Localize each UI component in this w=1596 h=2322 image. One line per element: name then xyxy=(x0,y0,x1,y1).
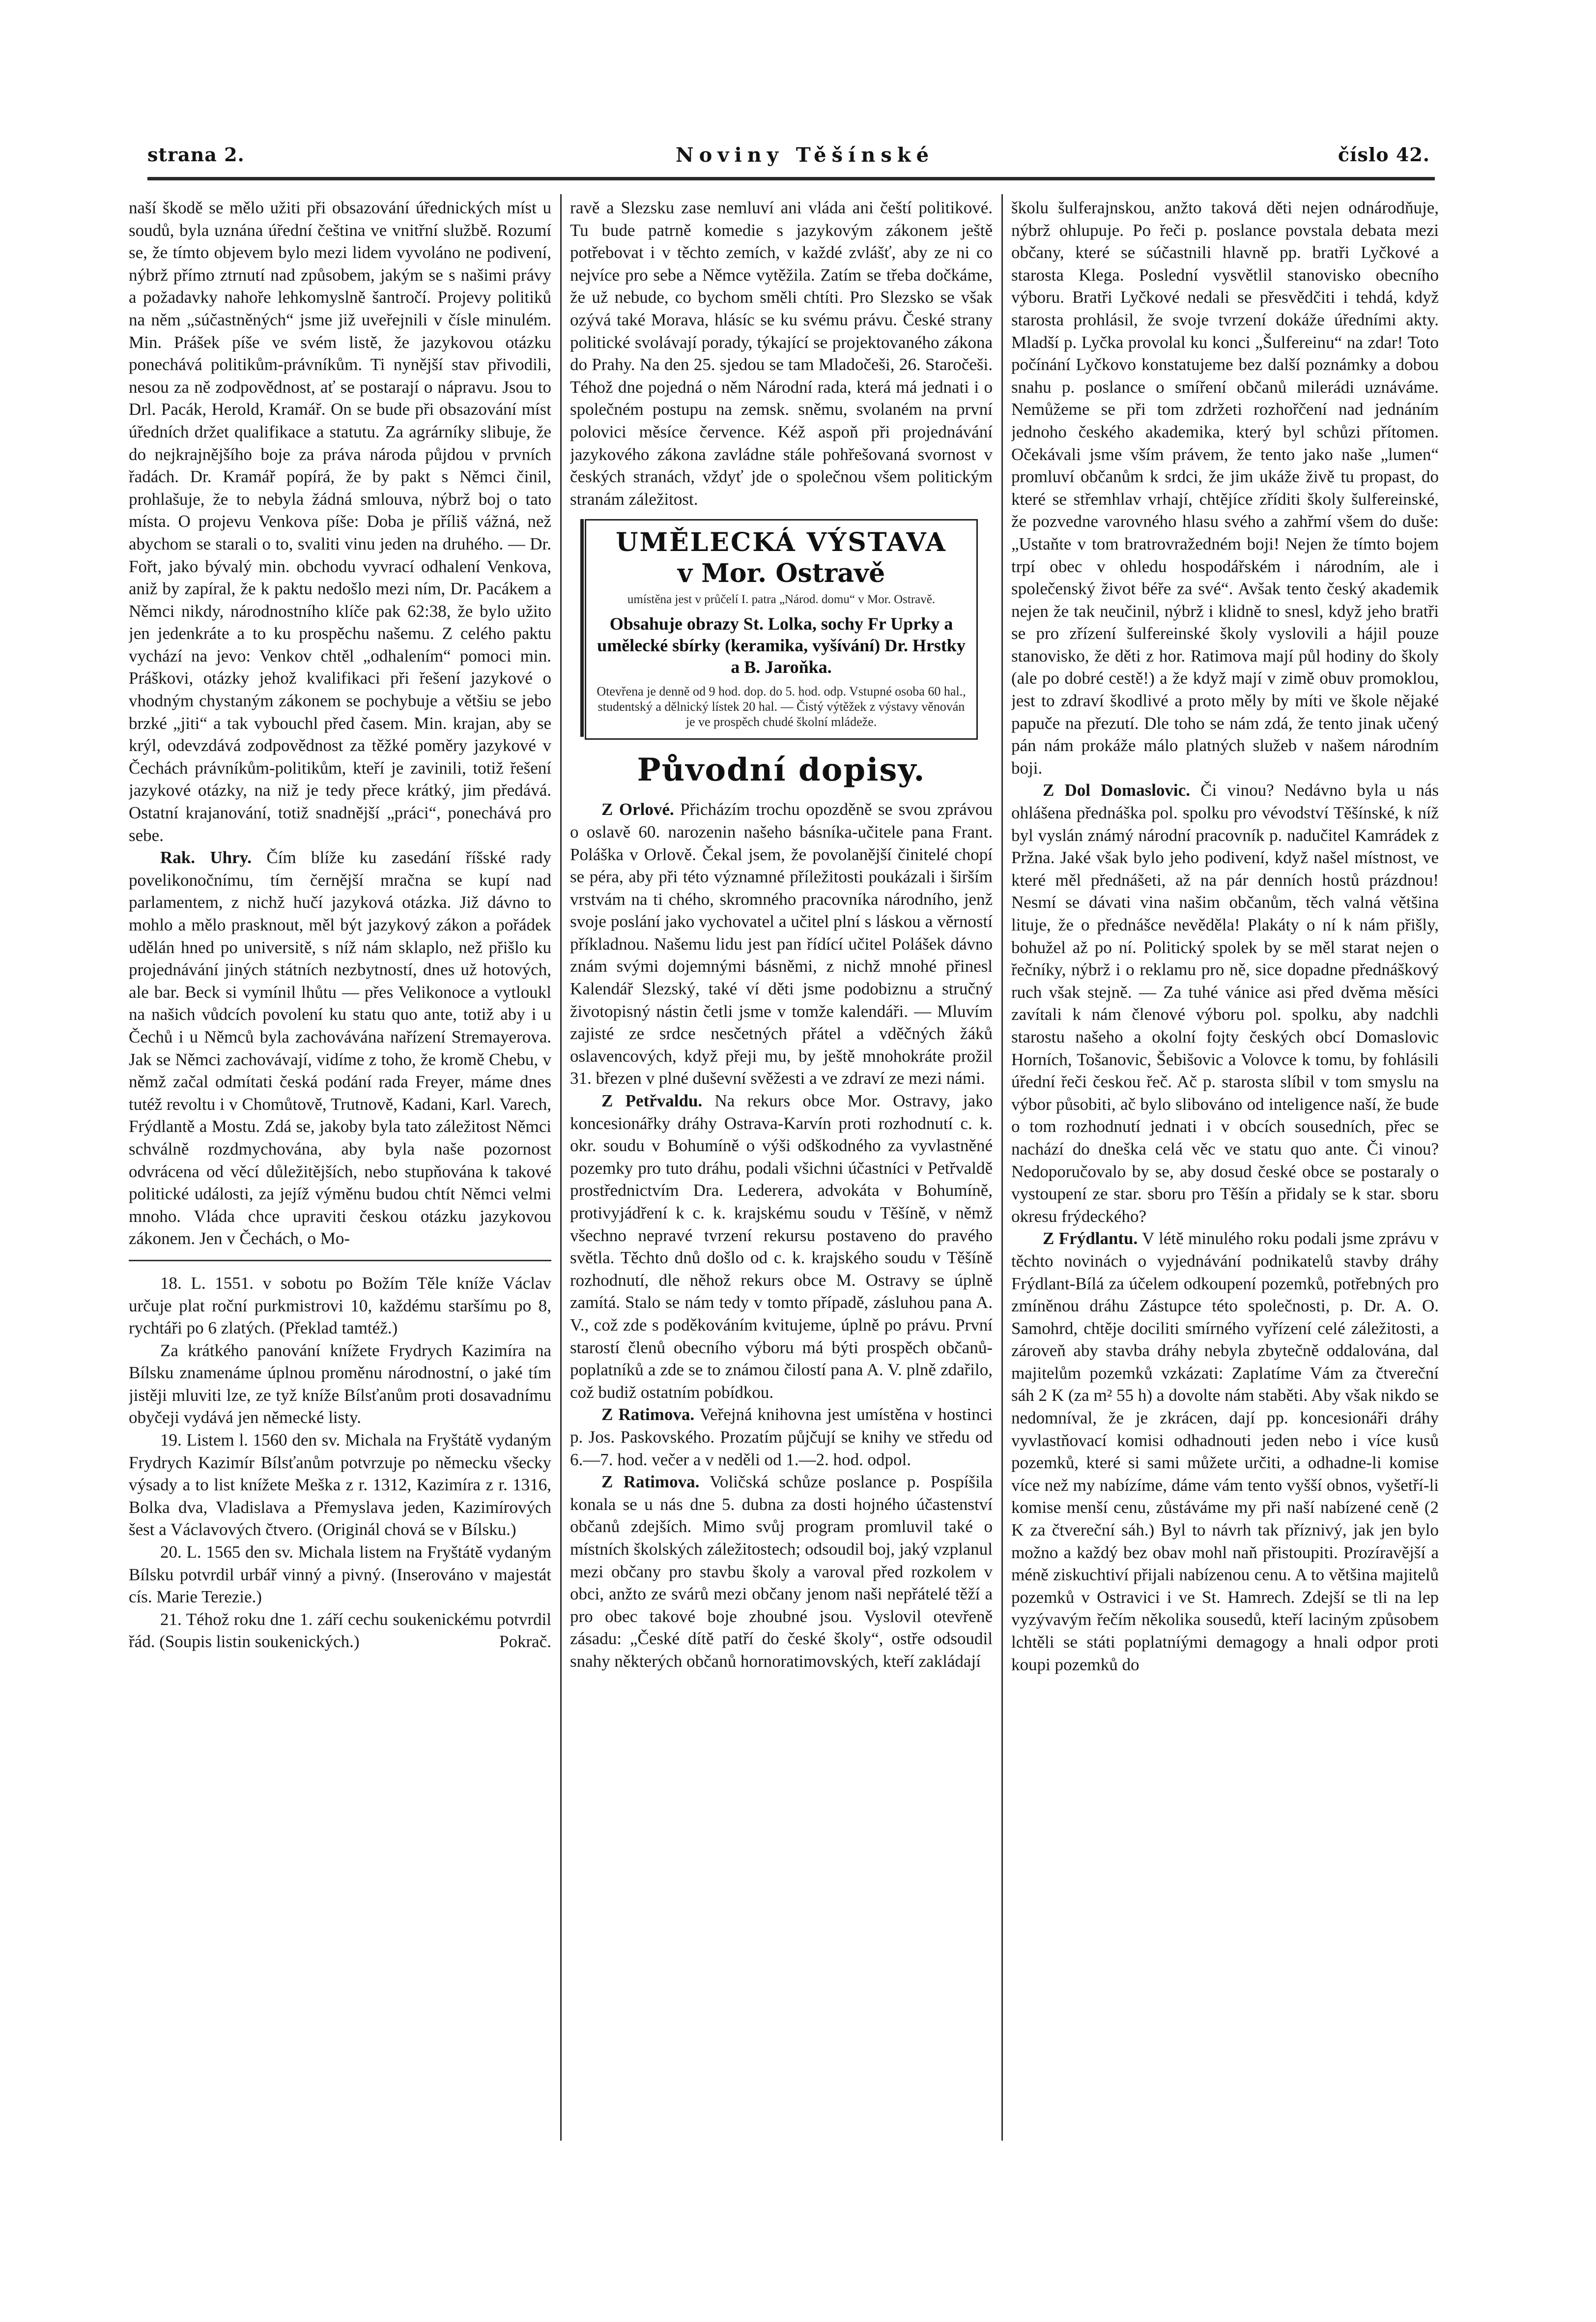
article-paragraph: naší škodě se mělo užiti při obsazování úřednických míst u soudů, byla uznána úřední čeština ve vnitřní službě. Rozumí se, že tímto objevem bylo mezi lidem vyvoláno ne podivení, nýbrž přímo ztrnutí nad způsobem, jakým se s našimi právy a požadavky nahoře lehkomyslně šantročí. Projevy politiků na něm „súčastněných“ jsme již uveřejnili v čísle minulém. Min. Prášek píše ve svém listě, že jazykovou otázku ponechává politikům-právníkům. Ti nynější stav přivodili, nesou za ně zodpovědnost, ať se postarají o nápravu. Jsou to Drl. Pacák, Herold, Kramář. On se bude při obsazování míst úředních držet qualifikace a statutu. Za agrárníky slibuje, že do nejkrajnějšího boje za práva národa půjdou v prvních řadách. Dr. Kramář popírá, že by pakt s Němci činil, prohlašuje, že to nebyla žádná smlouva, nýbrž boj o tato místa. O projevu Venkova píše: Doba je příliš vážná, než abychom se starali o to, svaliti vinu jeden na druhého. — Dr. Fořt, jako bývalý min. obchodu vyvrací odhalení Venkova, aniž by zapíral, že k paktu nedošlo mezi ním, Dr. Pacákem a Němci nikdy, národnostního klíče pak 62:38, že bylo užito jen jedenkráte a to ku prospěchu našemu. Z celého paktu vychází na jevo: Venkov chtěl „odhalením“ pomoci min. Práškovi, otázky jehož kvalifikaci při řešení jazykové o vhodným chystaným zákonem se pochybuje a většiu se jebo brzké „jiti“ a tak vybouchl před časem. Min. krajan, aby se krýl, odevzdává zodpovědnost za těžké poměry jazykové v Čechách právníkům-politikům, kteří je zavinili, totiž řešení jazykové otázky, na niž je tedy přece krátký, jim předává. Ostatní krajanování, totiž snadnější „práci“, ponechává pro sebe. xyxy=(129,198,551,845)
page-header xyxy=(147,144,1430,173)
letter-place: Z Orlové. xyxy=(601,800,674,819)
section-lead: Rak. Uhry. xyxy=(160,848,252,868)
header-rule xyxy=(147,177,1435,180)
advert-subtitle: v Mor. Ostravě xyxy=(677,558,885,589)
letter-paragraph xyxy=(1011,1227,1439,1676)
issue-number: číslo 42. xyxy=(1338,144,1430,166)
letter-text: Na rekurs obce Mor. Ostravy, jako koncesionářky dráhy Ostrava-Karvín proti rozhodnutí c. k. okr. soudu v Bohumíně o výši odškodného za vyvlastněné pozemky pro tuto dráhu, podali všichni účastníci v Petřvaldě prostřednictvím Dra. Lederera, advokáta v Bohumíně, protivyjádření k c. k. krajskému soudu v Těšíně, v němž všechno nepravé tvrzení rekursu postaveno do pravého světla. Těchto dnů došlo od c. k. krajského soudu v Těšíně rozhodnutí, dle něhož rekurs obce M. Ostravy se úplně zamítá. Stalo se nám tedy v tomto případě, zásluhou pana A. V., což zde s poděkováním kvitujeme, úplně po právu. První starostí členů obecního výboru má býti prospěch občanů-poplatníků a zde se to známou čilostí pana A. V. plně zdařilo, což budiž ostatním pobídkou. xyxy=(570,1091,993,1402)
list-item: 18. L. 1551. v sobotu po Božím Těle kníže Václav určuje plat roční purkmistrovi 10, každému staršímu po 8, rychtáři po 6 zlatých. (Překlad tamtéž.) xyxy=(129,1273,551,1338)
letter-text: Veřejná knihovna jest umístěna v hostinci p. Jos. Paskovského. Prozatím půjčují se knihy ve středu od 6.—7. hod. večer a v neděli od 1.—2. hod. odpol. xyxy=(570,1405,993,1469)
list-item xyxy=(129,1608,551,1653)
advert-body: Obsahuje obrazy St. Lolka, sochy Fr Uprky a umělecké sbírky (keramika, vyšívání) Dr. Hrstky a B. Jaroňka. xyxy=(597,614,966,677)
article-paragraph xyxy=(129,846,551,1250)
advert-title: UMĚLECKÁ VÝSTAVA xyxy=(616,527,947,558)
section-rule xyxy=(129,1260,551,1261)
advert-note: Otevřena je denně od 9 hod. dop. do 5. hod. odp. Vstupné osoba 60 hal., studentský a dělnický lístek 20 hal. — Čistý výtěžek z výstavy věnován je ve prospěch chudé školní mládeže. xyxy=(597,684,966,729)
column-2 xyxy=(570,197,993,2138)
column-1 xyxy=(129,197,551,2138)
letter-place: Z Ratimova. xyxy=(601,1472,700,1492)
letter-paragraph: školu šulferajnskou, anžto taková děti nejen odnárodňuje, nýbrž ohlupuje. Po řeči p. poslance povstala debata mezi občany, které se súčastnili hlavně pp. bratři Lyčkové a starosta Klega. Poslední vysvětlil stanovisko obecního výboru. Bratři Lyčkové nedali se přesvědčiti i tehdá, když starosta prohlásil, že svoje tvrzení dokáže úředními akty. Mladší p. Lyčka provolal ku konci „Šulfereinu“ na zdar! Toto počínání Lyčkovo konstatujeme bez další poznámky a dobou snahu p. poslance o smíření občanů milerádi uznáváme. Nemůžeme se při tom zdržeti rozhořčení nad jednáním jednoho českého akademika, který byl schůzi přítomen. Očekávali jsme vším právem, že tento jako naše „lumen“ promluví občanům k srdci, že jim ukáže živě tu propast, do které se střemhlav vrhají, chtějíce zříditi školy šulfereinské, že pozvedne varovného hlasu svého a zahřmí všem do duše: „Ustaňte v tom bratrovražedném boji! Nejen že tímto bojem trpí obec v ohledu hospodářském i národním, ale i společenský život béře za své“. Avšak tento český akademik nejen že tak neučinil, nýbrž i klidně to snesl, když jeho bratři se pro zřízení šulfereinské školy vyslovili a hájil pouze stanovisko, že děti z hor. Ratimova mají půl hodiny do školy (ale po dobré cestě!) a že když mají v zimě obuv promoklou, jest to zdraví škodlivé a proto měly by míti ve škole nějaké papuče na přezutí. Dle toho se nám zdá, že tento jinak učený pán nám prokáže málo platných služeb v našem národním boji. xyxy=(1011,198,1439,778)
letter-text: Přicházím trochu opozděně se svou zprávou o oslavě 60. narozenin našeho básníka-učitele pana Frant. Poláška v Orlově. Čekal jsem, že povolanější činitelé chopí se péra, aby při této významné příležitosti poukázali i širším vrstvám na ti chého, skromného pracovníka národního, jenž svoje poslání jako vychovatel a učitel plní s láskou a věrností příkladnou. Našemu lidu jest pan řídící učitel Polášek dávno znám svými dojemnými básněmi, z nichž mnohé přinesl Kalendář Slezský, také ví děti jsme podobiznu a stručný životopisný nástin četli jsme v tomže kalendáři. — Mluvím zajisté ze srdce nesčetných přátel a vděčných žáků oslavencových, když přeji mu, by ještě mnohokráte prožil 31. březen v plné duševní svěžesti a ve zdraví ze mezi námi. xyxy=(570,800,993,1088)
letter-place: Z Ratimova. xyxy=(601,1405,695,1424)
list-item: 19. Listem l. 1560 den sv. Michala na Fryštátě vydaným Frydrych Kazimír Bílsťanům potvrzuje po německu všecky výsady a to list knížete Meška z r. 1312, Kazimíra z r. 1316, Bolka dva, Vladislava a Přemyslava jeden, Kazimírových šest a Václavových čtvero. (Originál chová se v Bílsku.) xyxy=(129,1430,551,1539)
exhibition-advert xyxy=(585,519,978,740)
column-3 xyxy=(1011,197,1439,2138)
letter-text: Voličská schůze poslance p. Pospíšila konala se u nás dne 5. dubna za dosti hojného účastenství občanů zdejších. Mimo svůj program promluvil také o místních školských záležitostech; odsoudil boj, jaký vzplanul mezi občany pro stavbu školy a varoval před rozkolem v obci, anžto ze svárů mezi občany jenom naši nepřátelé těží a pro obec takové boje zhoubné jsou. Vyslovil otevřeně zásadu: „České dítě patří do české školy“, ostře odsoudil snahy některých občanů hornoratimovských, kteří zakládají xyxy=(570,1472,993,1671)
advert-location: umístěna jest v průčelí I. patra „Národ. domu“ v Mor. Ostravě. xyxy=(627,593,936,607)
list-item: Za krátkého panování knížete Frydrych Kazimíra na Bílsku znamenáme úplnou proměnu národnostní, o jaké tím jistěji mluviti lze, ze tyž kníže Bílsťanům proti dosavadnímu obyčeji vydává jen německé listy. xyxy=(129,1340,551,1427)
list-item: 20. L. 1565 den sv. Michala listem na Fryštátě vydaným Bílsku potvrdil urbář vinný a pivný. (Inserováno v majestát cís. Marie Terezie.) xyxy=(129,1542,551,1607)
list-item-text: 21. Téhož roku dne 1. září cechu soukenickému potvrdil řád. (Soupis listin soukenických.) xyxy=(129,1609,551,1652)
section-heading: Původní dopisy. xyxy=(637,752,926,789)
newspaper-title: Noviny Těšínské xyxy=(676,144,935,167)
page-number: strana 2. xyxy=(147,144,245,166)
article-paragraph: ravě a Slezsku zase nemluví ani vláda ani čeští politikové. Tu bude patrně komedie s jazykovým zákonem ještě potřebovat i v těchto zemích, v každé zvlášť, aby ze ni co nejvíce pro sebe a Němce vytěžila. Zatím se třeba dočkáme, že už nebude, co bychom směli chtíti. Pro Slezsko se však ozývá také Morava, hlásíc se ku svému právu. České strany politické svolávají porady, týkající se projektovaného zákona do Prahy. Na den 25. sjedou se tam Mladočeši, 26. Staročeši. Téhož dne pojedná o něm Národní rada, která má jednati i o společném postupu na zemsk. sněmu, svolaném na první polovici měsíce července. Kéž aspoň při projednávání jazykového zákona zavládne stále pohřešovaná svornost v českých stranách, vždyť jde o společnou všem politickým stranám záležitost. xyxy=(570,198,993,509)
letter-text: Či vinou? Nedávno byla u nás ohlášena přednáška pol. spolku pro vévodství Těšínské, k níž byl vyslán známý národní pracovník p. nadučitel Kamrádek z Pržna. Jaké však bylo jeho podivení, když našel místnost, ve které měl přednášeti, až na pár denních hostů prázdnou! Nesmí se dávati vina našim občanům, těch valná většina lituje, že o přednášce nevěděla! Plakáty o ní k nám přišly, bohužel až po ní. Politický spolek by se měl starat nejen o řečníky, nýbrž i o reklamu pro ně, sice dopadne přednáškový ruch však stejně. — Za tuhé vánice asi před dvěma měsíci zavítali k nám členové výboru pol. spolku, aby nadchli starostu našeho a okolní fojty českých obcí Domaslovic Horních, Tošanovic, Šebišovic a Volovce k tomu, by fohlásili úřední řeči českou řeč. Ač p. starosta slíbil v tom smyslu na výbor působiti, ač bylo slibováno od inteligence naší, že bude o tom rozhodnutí jednati i v obcích sousedních, přec se nachází do dneška celá věc ve statu quo ante. Či vinou? Nedoporučovalo by se, aby dosud české obce se postaraly o vystoupení ze star. sboru pro Těšín a přidaly se k star. sboru okresu frýdeckého? xyxy=(1011,781,1439,1226)
letter-paragraph xyxy=(570,1403,993,1471)
letter-paragraph xyxy=(1011,779,1439,1227)
letter-place: Z Frýdlantu. xyxy=(1043,1229,1138,1248)
column-divider xyxy=(1001,194,1003,2141)
letter-place: Z Petřvaldu. xyxy=(601,1091,703,1111)
continuation-note: Pokrač. xyxy=(499,1632,551,1652)
column-divider xyxy=(560,194,562,2141)
letter-place: Z Dol Domaslovic. xyxy=(1043,781,1190,800)
letter-paragraph xyxy=(570,1471,993,1672)
paragraph-text: Čím blíže ku zasedání říšské rady povelikonočnímu, tím černější mračna se kupí nad parlamentem, z nichž hučí jazyková otázka. Již dávno to mohlo a mělo prasknout, měl být jazykový zákon a pořádek udělán hned po universitě, s níž nám sklaplo, než přišlo ku projednávání jiných státních nezbytností, dnes už hotových, ale bar. Beck si vymínil lhůtu — přes Velikonoce a vytloukl na našich vůdcích povolení ku statu quo ante, totiž aby i u Čechů i u Němců byla zachovávána nařízení Stremayerova. Jak se Němci zachovávají, vidíme z toho, že kromě Chebu, v němž začal odmítati česká podání rada Freyer, máme dnes tutéž revoltu i v Chomůtově, Trutnově, Kadani, Karl. Varech, Frýdlantě a Mostu. Zdá se, jakoby byla tato záležitost Němci schválně rozdmychována, aby byla naše pozornost odvrácena od věcí důležitějších, nebo stupňována k takové politické události, za jejíž výměnu budou chtít Němci velmi mnoho. Vláda chce upraviti českou otázku jazykovou zákonem. Jen v Čechách, o Mo- xyxy=(129,848,551,1248)
letter-text: V létě minulého roku podali jsme zprávu v těchto novinách o vyjednávání podnikatelů stavby dráhy Frýdlant-Bílá za účelem odkoupení pozemků, potřebných pro zmíněnou dráhu Zástupce této společnosti, p. Dr. A. O. Samohrd, chtěje dociliti smírného vyřízení celé záležitosti, a zároveň aby stavba dráhy nebyla zbytečně oddalována, dal majitelům pozemků vzkázati: Zaplatíme Vám za čtvereční sáh 2 K (za m² 55 h) a dovolte nám staběti. Aby však nikdo se nedomníval, že je zkrácen, dají pp. koncesionáři dráhy vyvlastňovací komisi odhadnouti jeden nebo i více kusů pozemků, které si sami můžete určiti, a odhadne-li komise více než my nabízíme, dáme vám tento vyšší obnos, vyšetří-li komise menší cenu, zůstáváme my při naší nabízené ceně (2 K za čtvereční sáh.) Byl to návrh tak příznivý, jak jen bylo možno a každý bez obav mohl naň přistoupiti. Prozíravější a méně ziskuchtiví přijali nabízenou cenu. A to většina majitelů pozemků v Ostravici i ve St. Hamrech. Zdejší se tli na lep vyzývavým řečím několika sousedů, kteří laciným způsobem lchtěli se státi poplatníými demagogy a hnali odpor proti koupi pozemků do xyxy=(1011,1229,1439,1674)
letter-paragraph xyxy=(570,1090,993,1403)
letter-paragraph xyxy=(570,798,993,1090)
